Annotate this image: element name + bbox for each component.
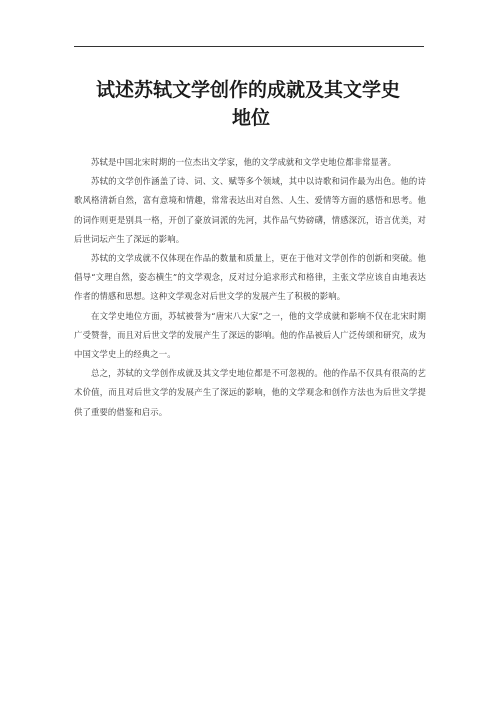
paragraph-status: 在文学史地位方面，苏轼被誉为“唐宋八大家”之一，他的文学成就和影响不仅在北宋时期广受赞誉，而且对后世文学的发展产生了深远的影响。他的作品被后人广泛传颂和研究，成为中国文学史上的经典之一。 — [74, 310, 426, 360]
paragraph-scope: 苏轼的文学创作涵盖了诗、词、文、赋等多个领域，其中以诗歌和词作最为出色。他的诗歌风格清新自然，富有意境和情趣，常常表达出对自然、人生、爱情等方面的感悟和思考。他的词作则更是别具一格，开创了豪放词派的先河，其作品气势磅礴，情感深沉，语言优美，对后世词坛产生了深远的影响。 — [74, 176, 426, 244]
title-line-1: 试述苏轼文学创作的成就及其文学史 — [96, 79, 401, 101]
header-rule — [74, 46, 424, 47]
document-body — [74, 153, 426, 422]
paragraph-innovation: 苏轼的文学成就不仅体现在作品的数量和质量上，更在于他对文学创作的创新和突破。他倡导“文理自然，姿态横生”的文学观念，反对过分追求形式和格律，主张文学应该自由地表达作者的情感和思想。这种文学观念对后世文学的发展产生了积极的影响。 — [74, 253, 426, 302]
paragraph-intro: 苏轼是中国北宋时期的一位杰出文学家，他的文学成就和文学史地位都非常显著。 — [91, 157, 397, 167]
document-title — [96, 76, 426, 132]
title-line-2: 地位 — [232, 107, 271, 129]
paragraph-conclusion: 总之，苏轼的文学创作成就及其文学史地位都是不可忽视的。他的作品不仅具有很高的艺术价值，而且对后世文学的发展产生了深远的影响，他的文学观念和创作方法也为后世文学提供了重要的借鉴和启示。 — [74, 368, 426, 417]
